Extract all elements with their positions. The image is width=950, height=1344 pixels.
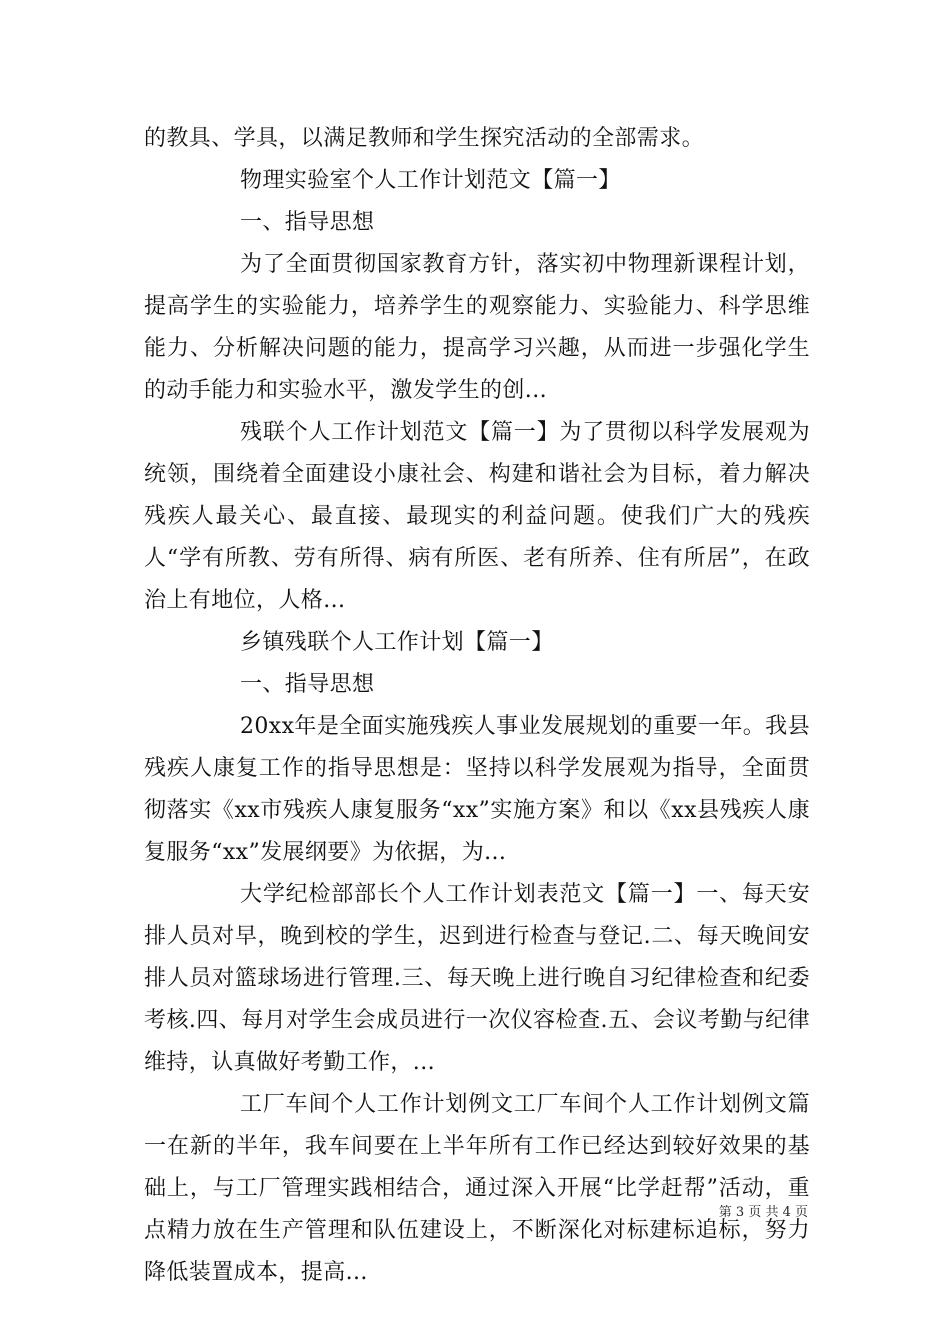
document-body — [144, 118, 810, 1294]
page-number: 第 3 页 共 4 页 — [718, 1205, 808, 1220]
paragraph-rehabilitation: 20xx年是全面实施残疾人事业发展规划的重要一年。我县残疾人康复工作的指导思想是：坚持以科学发展观为指导，全面贯彻落实《xx市残疾人康复服务“xx”实施方案》和以《xx县残疾人康复服务“xx”发展纲要》为依据，为... — [144, 714, 810, 865]
paragraph-discipline-department: 大学纪检部部长个人工作计划表范文【篇一】一、每天安排人员对早，晚到校的学生，迟到进行检查与登记.二、每天晚间安排人员对篮球场进行管理.三、每天晚上进行晚自习纪律检查和纪委考核.四、每月对学生会成员进行一次仪容检查.五、会议考勤与纪律维持，认真做好考勤工作，... — [144, 882, 810, 1075]
heading-township-federation-plan: 乡镇残联个人工作计划【篇一】 — [240, 630, 554, 655]
paragraph-physics-lab: 为了全面贯彻国家教育方针，落实初中物理新课程计划，提高学生的实验能力，培养学生的观察能力、实验能力、科学思维能力、分析解决问题的能力，提高学习兴趣，从而进一步强化学生的动手能力和实验水平，激发学生的创... — [144, 252, 810, 403]
subheading-guiding-thought-2: 一、指导思想 — [240, 672, 375, 697]
paragraph-continuation: 的教具、学具，以满足教师和学生探究活动的全部需求。 — [144, 126, 705, 151]
paragraph-disability-federation: 残联个人工作计划范文【篇一】为了贯彻以科学发展观为统领，围绕着全面建设小康社会、构建和谐社会为目标，着力解决残疾人最关心、最直接、最现实的利益问题。使我们广大的残疾人“学有所教、劳有所得、病有所医、老有所养、住有所居”，在政治上有地位，人格... — [144, 420, 810, 613]
heading-physics-lab-plan: 物理实验室个人工作计划范文【篇一】 — [240, 168, 621, 193]
paragraph-factory-workshop: 工厂车间个人工作计划例文工厂车间个人工作计划例文篇一在新的半年，我车间要在上半年所有工作已经达到较好效果的基础上，与工厂管理实践相结合，通过深入开展“比学赶帮”活动，重点精力放在生产管理和队伍建设上，不断深化对标建标追标，努力降低装置成本，提高... — [144, 1092, 810, 1285]
subheading-guiding-thought: 一、指导思想 — [240, 210, 375, 235]
